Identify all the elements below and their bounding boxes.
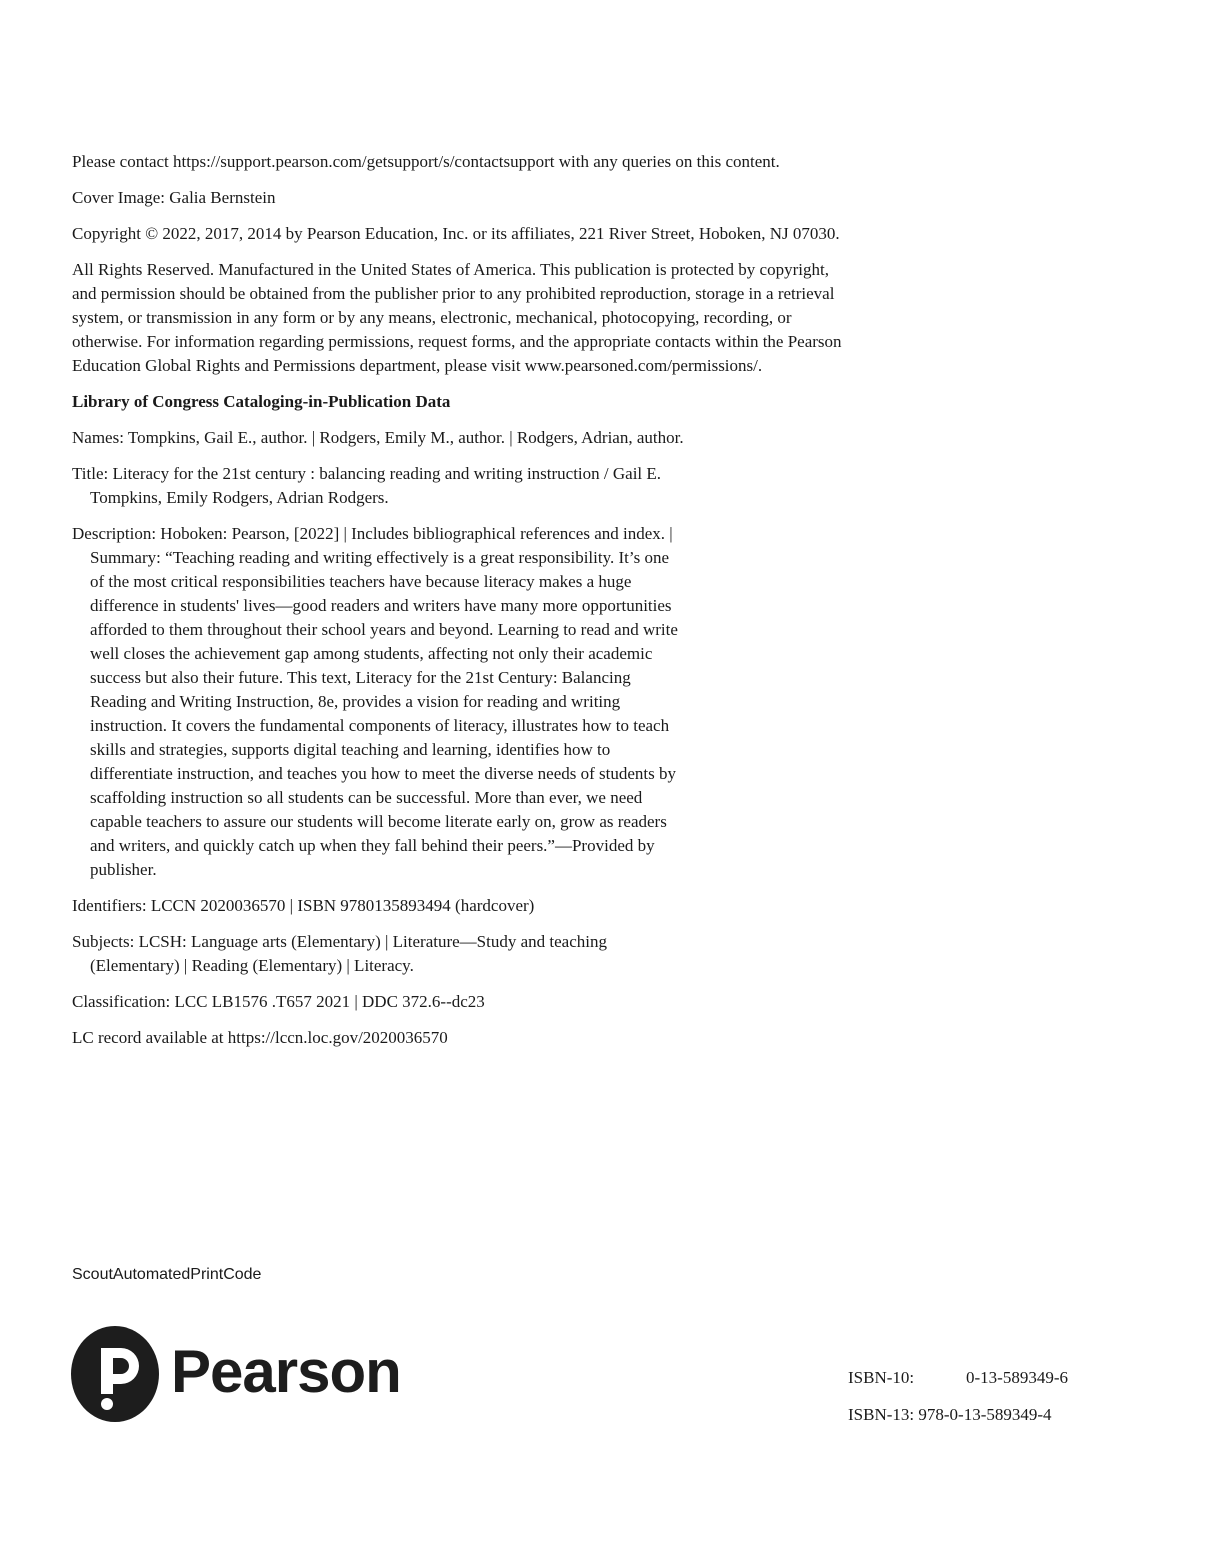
cip-subjects: Subjects: LCSH: Language arts (Elementary) | Literature—Study and teaching (Elementary) | Reading (Elementary) | Literacy.	[72, 932, 607, 975]
isbn-13-label: ISBN-13:	[848, 1405, 915, 1424]
isbn-10-label: ISBN-10:	[848, 1368, 915, 1387]
contact-text: Please contact https://support.pearson.com/getsupport/s/contactsupport with any queries on this content.	[72, 152, 780, 171]
copyright-notice: Copyright © 2022, 2017, 2014 by Pearson Education, Inc. or its affiliates, 221 River Street, Hoboken, NJ 07030.	[72, 224, 840, 243]
pearson-logo	[71, 1326, 401, 1422]
lc-record: LC record available at https://lccn.loc.gov/2020036570	[72, 1028, 448, 1047]
isbn-13	[848, 1405, 1088, 1425]
cip-identifiers: Identifiers: LCCN 2020036570 | ISBN 9780135893494 (hardcover)	[72, 896, 535, 915]
cip-heading: Library of Congress Cataloging-in-Publication Data	[72, 392, 451, 411]
cip-description: Description: Hoboken: Pearson, [2022] | Includes bibliographical references and index. | Summary: “Teaching reading and writing effectively is a great responsibility. It’s one of the most critical responsibilities teachers have because literacy makes a huge difference in students' lives—good readers and writers have many more opportunities afforded to them throughout their school years and beyond. Learning to read and write well closes the achievement gap among students, affecting not only their academic success but also their future. This text, Literacy for the 21st Century: Balancing Reading and Writing Instruction, 8e, provides a vision for reading and writing instruction. It covers the fundamental components of literacy, illustrates how to teach skills and strategies, supports digital teaching and learning, identifies how to differentiate instruction, and teaches you how to meet the diverse needs of students by scaffolding instruction so all students can be successful. More than ever, we need capable teachers to assure our students will become literate early on, grow as readers and writers, and quickly catch up when they fall behind their peers.”—Provided by publisher.	[72, 524, 678, 879]
pearson-p-icon	[71, 1326, 159, 1422]
rights-statement: All Rights Reserved. Manufactured in the United States of America. This publication is protected by copyright, and permission should be obtained from the publisher prior to any prohibited reproduction, storage in a retrieval system, or transmission in any form or by any means, electronic, mechanical, photocopying, recording, or otherwise. For information regarding permissions, request forms, and the appropriate contacts within the Pearson Education Global Rights and Permissions department, please visit www.pearsoned.com/permissions/.	[72, 260, 842, 375]
print-code: ScoutAutomatedPrintCode	[72, 1266, 262, 1283]
copyright-page	[72, 150, 842, 1062]
pearson-wordmark: Pearson	[171, 1338, 401, 1405]
cip-classification: Classification: LCC LB1576 .T657 2021 | DDC 372.6--dc23	[72, 992, 485, 1011]
cover-image-credit: Cover Image: Galia Bernstein	[72, 188, 276, 207]
isbn-13-value: 978-0-13-589349-4	[918, 1405, 1052, 1424]
isbn-10	[848, 1368, 1088, 1388]
isbn-10-value: 0-13-589349-6	[966, 1368, 1068, 1387]
cip-names: Names: Tompkins, Gail E., author. | Rodgers, Emily M., author. | Rodgers, Adrian, author.	[72, 428, 684, 447]
cip-title: Title: Literacy for the 21st century : balancing reading and writing instruction / Gail E. Tompkins, Emily Rodgers, Adrian Rodgers.	[72, 464, 662, 507]
